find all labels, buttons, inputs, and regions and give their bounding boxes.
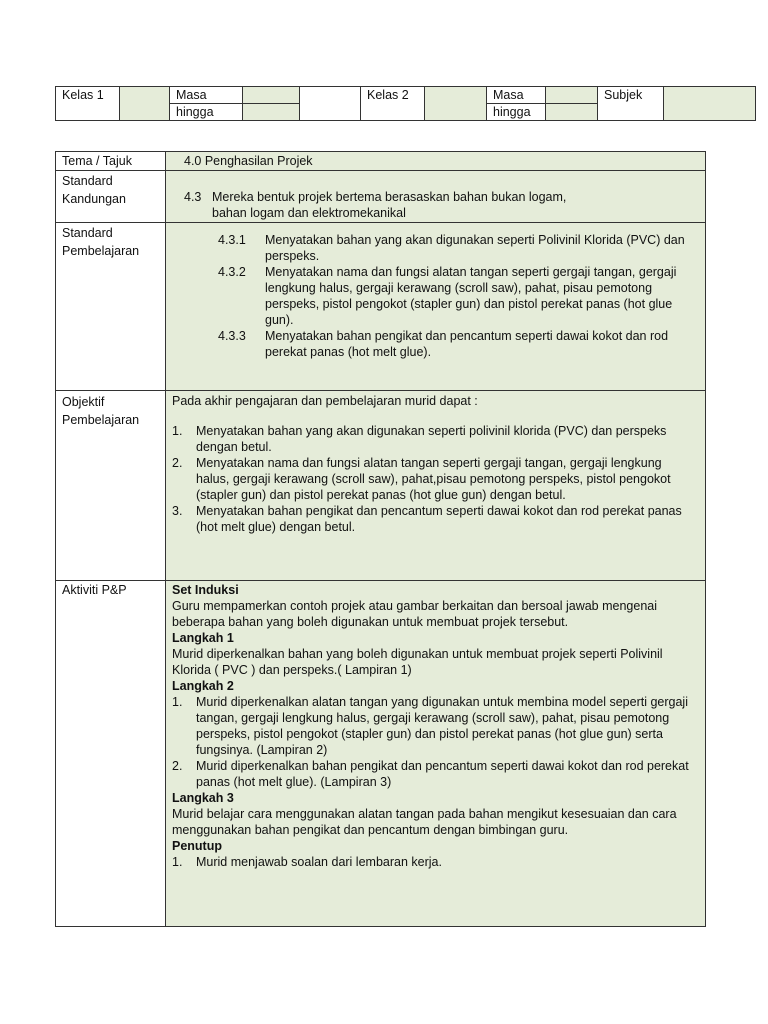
langkah2-item: 2. Murid diperkenalkan bahan pengikat dan pencantum seperti dawai kokot dan rod perekat panas (hot melt glue). (Lampiran 3)	[172, 759, 689, 789]
objektif-content	[166, 391, 706, 581]
masa2-label: Masa	[487, 87, 546, 104]
masa1-value[interactable]	[243, 87, 300, 104]
sp-item: 4.3.1 Menyatakan bahan yang akan digunakan seperti Polivinil Klorida (PVC) dan perspeks.	[218, 233, 685, 263]
subjek-label: Subjek	[598, 87, 664, 121]
langkah1-text: Murid diperkenalkan bahan yang boleh digunakan untuk membuat projek seperti Polivinil Klorida ( PVC ) dan perspeks.( Lampiran 1)	[172, 647, 663, 677]
standard-pembelajaran-content	[166, 223, 706, 391]
hingga1-label: hingga	[170, 104, 243, 121]
sk-line2: bahan logam dan elektromekanikal	[212, 206, 406, 220]
objektif-item: 2. Menyatakan nama dan fungsi alatan tangan seperti gergaji tangan, gergaji lengkung halus, gergaji kerawang (scroll saw), pahat,pisau pemotong perspeks, pistol pengokot (stapler gun) dan pistol perekat panas (hot glue gun) dengan betul.	[172, 456, 671, 502]
sk-code: 4.3	[184, 190, 202, 204]
hingga1-value[interactable]	[243, 104, 300, 121]
penutup-list	[172, 854, 691, 870]
langkah1-title: Langkah 1	[172, 631, 234, 645]
sk-line1: Mereka bentuk projek bertema berasaskan bahan bukan logam,	[212, 190, 567, 204]
objektif-list	[172, 423, 691, 535]
objektif-intro: Pada akhir pengajaran dan pembelajaran murid dapat :	[172, 394, 478, 408]
aktiviti-label: Aktiviti P&P	[56, 581, 166, 927]
sp-item: 4.3.2 Menyatakan nama dan fungsi alatan tangan seperti gergaji tangan, gergaji lengkung halus, gergaji kerawang (scroll saw), pahat, pisau pemotong perspeks, pistol pengokot (stapler gun) dan pistol perekat panas (hot glue gun).	[218, 265, 677, 327]
objektif-label: Objektif Pembelajaran	[56, 391, 166, 581]
subjek-value[interactable]	[664, 87, 756, 121]
kelas2-value[interactable]	[425, 87, 487, 121]
standard-kandungan-label: Standard Kandungan	[56, 171, 166, 223]
masa2-value[interactable]	[546, 87, 598, 104]
standard-pembelajaran-label: Standard Pembelajaran	[56, 223, 166, 391]
penutup-item: 1. Murid menjawab soalan dari lembaran kerja.	[172, 855, 442, 869]
penutup-title: Penutup	[172, 839, 222, 853]
langkah2-item: 1. Murid diperkenalkan alatan tangan yang digunakan untuk membina model seperti gergaji tangan, gergaji lengkung halus, gergaji kerawang (scroll saw), pahat, pisau pemotong perspeks, pistol pengokot (stapler gun) dan pistol perekat panas (hot glue gun) serta fungsinya. (Lampiran 2)	[172, 695, 688, 757]
tema-label: Tema / Tajuk	[56, 152, 166, 171]
aktiviti-content	[166, 581, 706, 927]
set-induksi-text: Guru mempamerkan contoh projek atau gambar berkaitan dan bersoal jawab mengenai beberapa bahan yang boleh digunakan untuk membuat projek tersebut.	[172, 599, 658, 629]
objektif-item: 1. Menyatakan bahan yang akan digunakan seperti polivinil klorida (PVC) dan perspeks dengan betul.	[172, 424, 667, 454]
langkah3-title: Langkah 3	[172, 791, 234, 805]
kelas1-value[interactable]	[120, 87, 170, 121]
langkah2-list	[172, 694, 691, 790]
kelas2-label: Kelas 2	[361, 87, 425, 121]
sp-item: 4.3.3 Menyatakan bahan pengikat dan pencantum seperti dawai kokot dan rod perekat panas (hot melt glue).	[218, 329, 669, 359]
tema-value: 4.0 Penghasilan Projek	[166, 152, 706, 171]
masa1-label: Masa	[170, 87, 243, 104]
set-induksi-title: Set Induksi	[172, 583, 239, 597]
header-table	[55, 86, 756, 121]
langkah2-title: Langkah 2	[172, 679, 234, 693]
langkah3-text: Murid belajar cara menggunakan alatan tangan pada bahan mengikut kesesuaian dan cara menggunakan bahan pengikat dan pencantum dengan bimbingan guru.	[172, 807, 677, 837]
hingga2-value[interactable]	[546, 104, 598, 121]
hingga2-label: hingga	[487, 104, 546, 121]
lesson-plan-table	[55, 151, 706, 927]
standard-kandungan-content	[166, 171, 706, 223]
kelas2-label-spacer	[300, 87, 361, 121]
kelas1-label: Kelas 1	[56, 87, 120, 121]
objektif-item: 3. Menyatakan bahan pengikat dan pencantum seperti dawai kokot dan rod perekat panas (hot melt glue) dengan betul.	[172, 504, 682, 534]
